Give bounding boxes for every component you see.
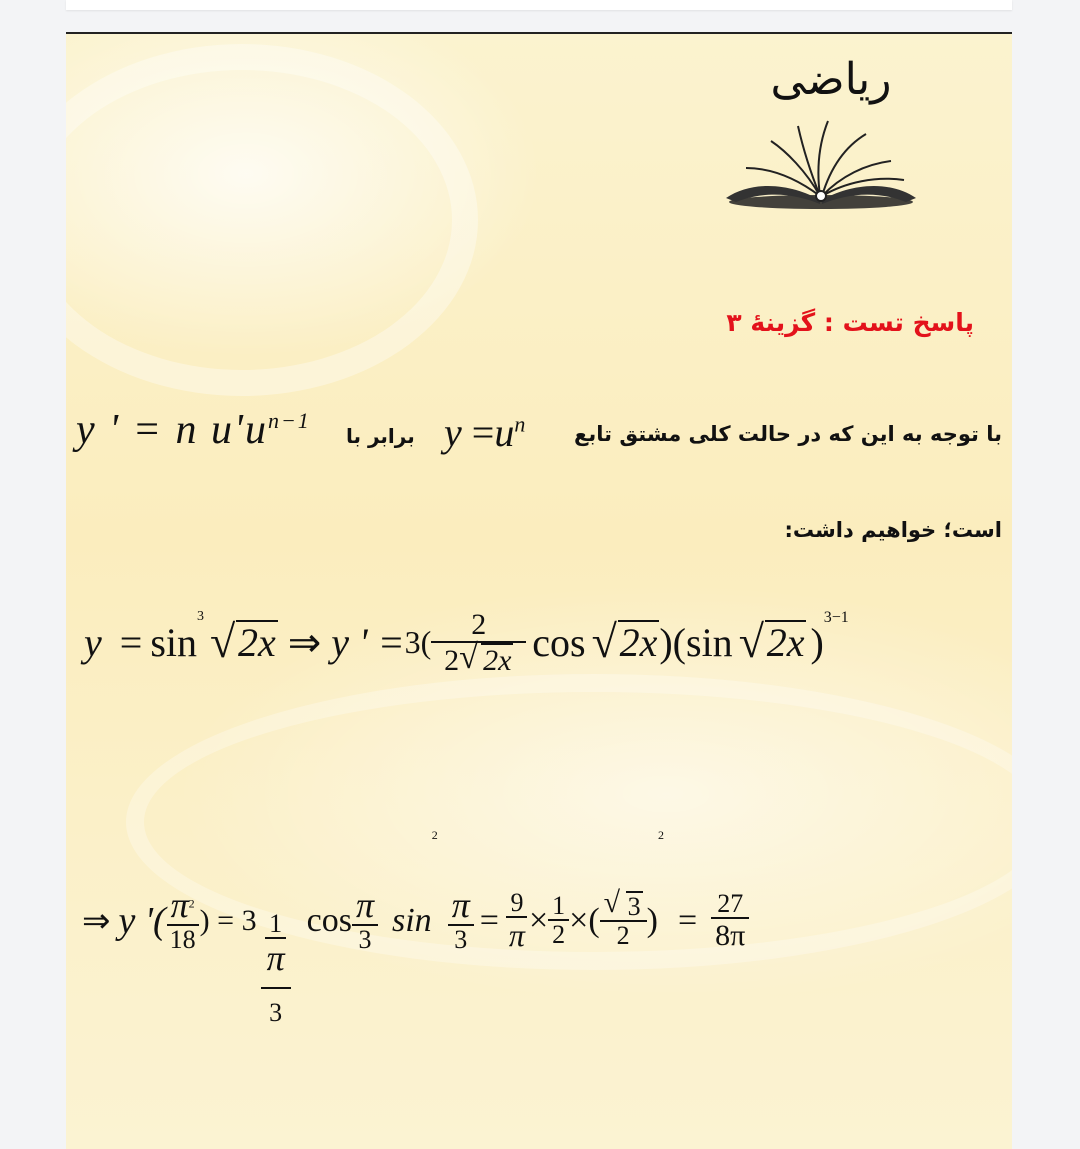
func-u: u (494, 410, 515, 455)
eq1-yprime: y ' = (331, 620, 405, 666)
intro-text-2: است؛ خواهیم داشت: (784, 518, 1002, 542)
eq2-equals-2: = (677, 901, 698, 939)
eq1-close: ) (810, 620, 824, 666)
intro-text-mid: برابر با (346, 424, 415, 448)
eq2-open-paren: ( (588, 901, 600, 939)
eq2-sin-exp: 2 (431, 828, 438, 842)
eq1-three: 3( (404, 624, 432, 661)
eq2-sq-exp: 2 (657, 828, 664, 842)
deriv-lhs: y ' = n u'u (76, 407, 268, 453)
eq2-pi-over-3-b: $\frac{\pi}{3}$ (448, 887, 474, 955)
intro-text-1: با توجه به این که در حالت کلی مشتق تابع (574, 422, 1002, 446)
eq1-sqrt-2: √ 2x (591, 616, 658, 668)
eq1-mid: )(sin (659, 620, 733, 666)
document-page (66, 32, 1012, 1149)
eq1-fraction: 2 2 √ 2x (431, 609, 526, 677)
eq1-cos: cos (532, 620, 586, 666)
eq2-equals-1: = (479, 901, 499, 939)
answer-heading: پاسخ تست : گزینهٔ ۳ (726, 308, 974, 337)
general-derivative (76, 406, 311, 454)
top-strip (66, 0, 1012, 10)
subject-title: ریاضی (770, 54, 892, 105)
eq2-sin: sin (392, 901, 432, 939)
func-eq: = (471, 410, 495, 455)
eq2-one-over-pi-over-3: 1 π 3 (257, 910, 295, 1027)
eq1-exp: 3−1 (823, 609, 849, 626)
eq2-times-2: × (569, 901, 589, 939)
eq1-lhs: y (84, 620, 102, 666)
equation-2 (82, 814, 749, 1027)
eq1-sqrt-3: √ 2x (738, 616, 805, 668)
eq1-implies: ⇒ (287, 620, 322, 666)
eq2-nine-over-pi: $\frac{9}{\pi}$ (505, 889, 529, 953)
eq1-sqrt-1: √ 2x (210, 616, 276, 668)
eq2-pi-over-3-a: $\frac{\pi}{3}$ (352, 887, 378, 955)
eq2-root3-over-2: √ 3 2 (600, 891, 647, 951)
function-definition (444, 409, 525, 456)
eq1-sin-exp: 3 (197, 609, 205, 624)
eq2-cos: cos (306, 901, 352, 939)
eq2-one-half: $\frac{1}{2}$ (548, 892, 569, 950)
equation-1 (84, 609, 849, 677)
eq2-close-eq: ) = 3 (199, 903, 257, 937)
eq2-close-paren: ) (646, 901, 658, 939)
eq2-result: $\frac{27}{8\pi}$ (711, 890, 749, 952)
eq1-sin: sin (150, 620, 198, 666)
eq2-pi2-over-18: $\frac{\pi^2}{18}$ (166, 887, 200, 955)
eq2-times-1: × (528, 901, 549, 939)
eq2-implies: ⇒ (82, 902, 111, 940)
deriv-exp: n−1 (267, 408, 311, 433)
background-swirl (66, 44, 478, 396)
eq1-eq: = (119, 620, 143, 666)
func-exp: n (514, 411, 526, 437)
open-book-icon (716, 116, 926, 211)
func-y: y (444, 410, 462, 455)
eq2-yprime: y '( (118, 899, 166, 942)
